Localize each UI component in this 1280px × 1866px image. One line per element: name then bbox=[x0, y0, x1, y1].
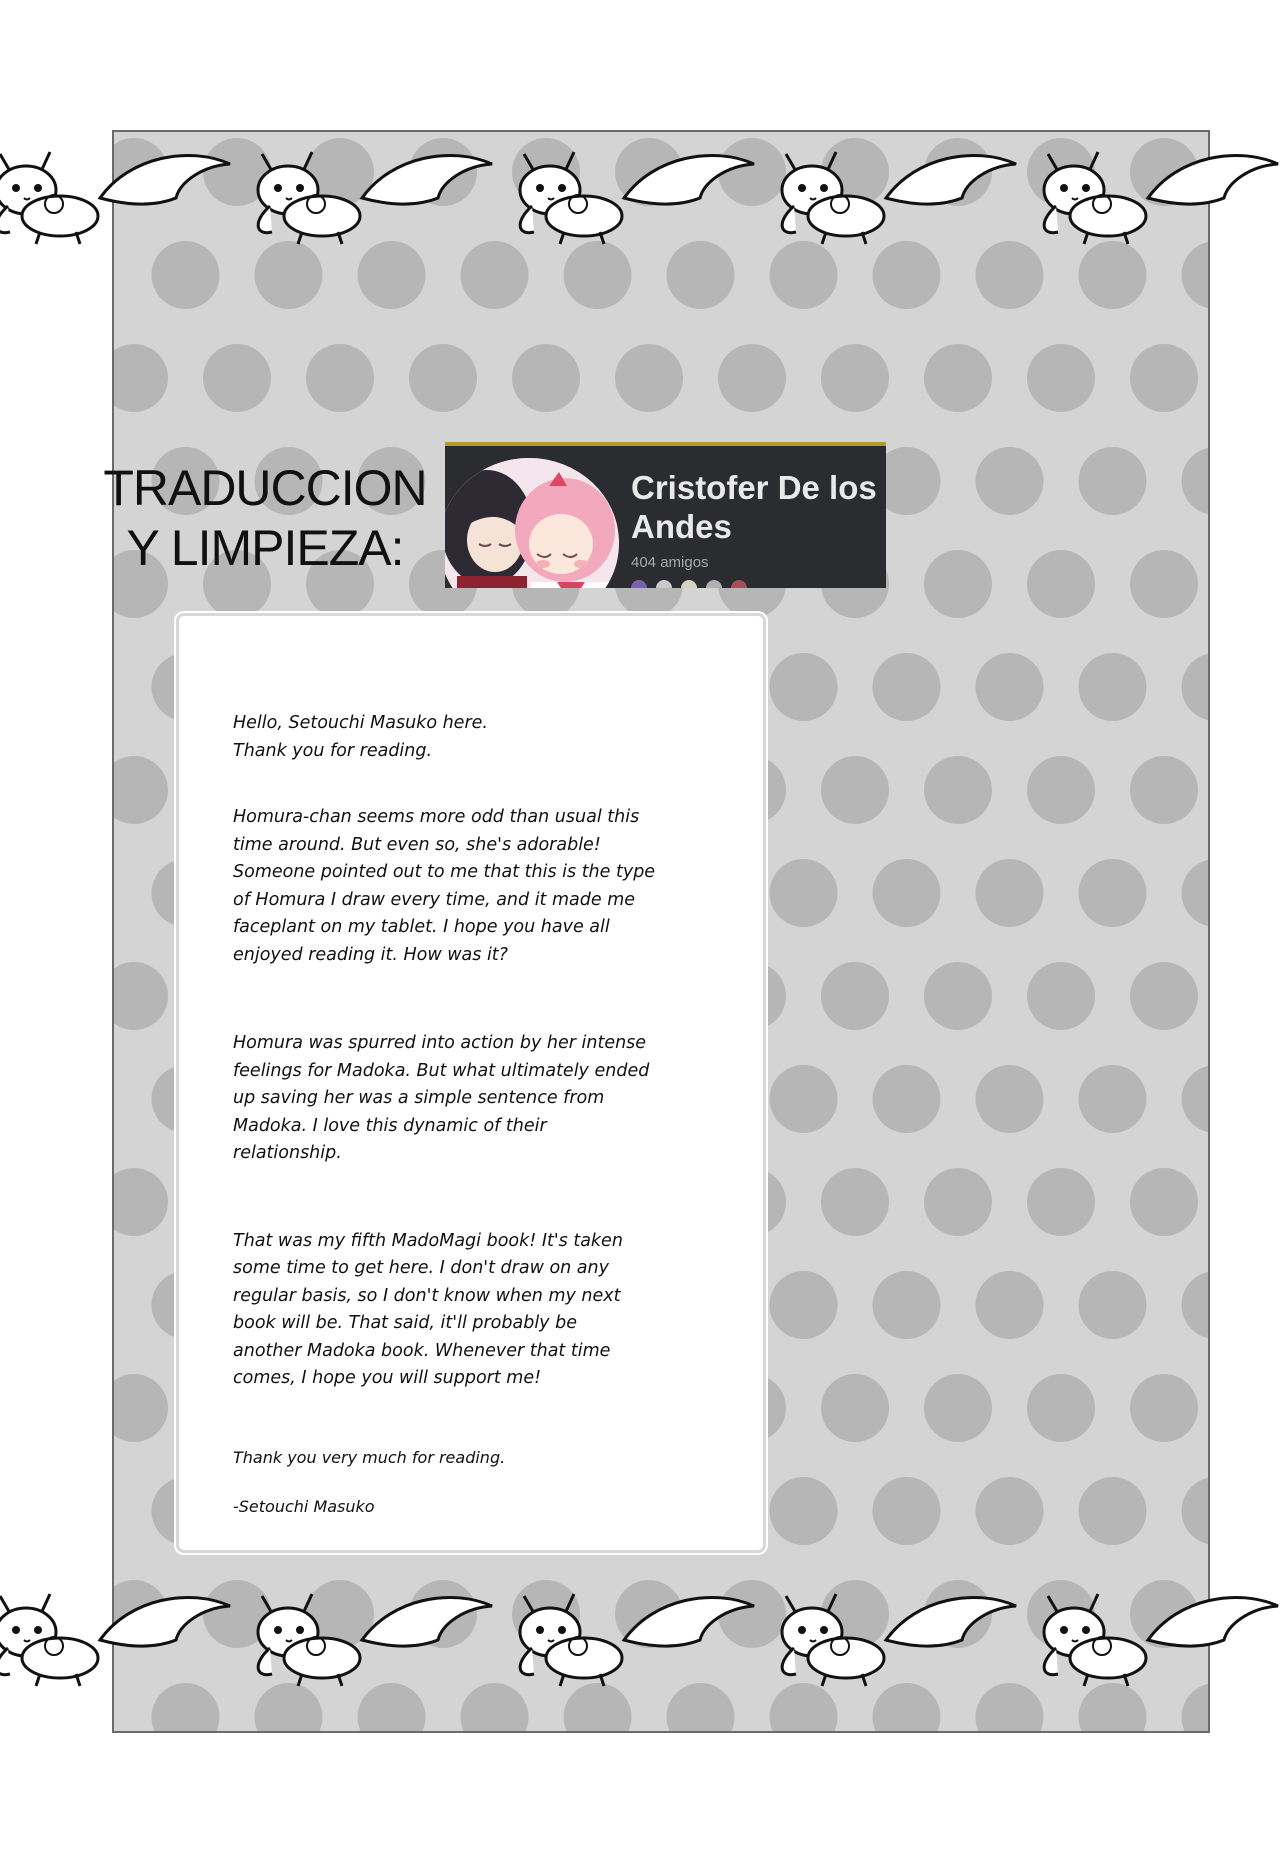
kyubey-mascot-icon bbox=[1044, 1594, 1278, 1686]
polka-dot bbox=[924, 344, 992, 412]
afterword-letter bbox=[176, 613, 766, 1553]
polka-dot bbox=[924, 756, 992, 824]
polka-dot bbox=[1079, 653, 1147, 721]
polka-dot bbox=[821, 344, 889, 412]
polka-dot bbox=[255, 1683, 323, 1731]
profile-card-accent bbox=[445, 442, 886, 446]
polka-dot bbox=[821, 1374, 889, 1442]
profile-name[interactable]: Cristofer De los Andes bbox=[631, 469, 877, 545]
polka-dot bbox=[718, 344, 786, 412]
polka-dot bbox=[1027, 550, 1095, 618]
polka-dot bbox=[976, 1683, 1044, 1731]
polka-dot bbox=[409, 344, 477, 412]
polka-dot bbox=[114, 1168, 168, 1236]
letter-closing: Thank you very much for reading. bbox=[233, 1447, 506, 1467]
polka-dot bbox=[924, 962, 992, 1030]
polka-dot bbox=[1079, 859, 1147, 927]
polka-dot bbox=[873, 1683, 941, 1731]
polka-dot bbox=[615, 344, 683, 412]
polka-dot bbox=[1079, 241, 1147, 309]
polka-dot bbox=[1079, 1065, 1147, 1133]
kyubey-mascot-icon bbox=[782, 1594, 1016, 1686]
friend-avatar bbox=[681, 580, 697, 588]
polka-dot bbox=[821, 756, 889, 824]
letter-paragraph-3: That was my fifth MadoMagi book! It's taken some time to get here. I don't draw on any regular basis, so I don't know when my next book will be. That said, it'll probably be another Madoka book. Whenever that time comes, I hope you will support me! bbox=[233, 1230, 623, 1388]
polka-dot bbox=[873, 1477, 941, 1545]
polka-dot bbox=[1027, 344, 1095, 412]
friend-avatar bbox=[731, 580, 747, 588]
polka-dot bbox=[976, 653, 1044, 721]
letter-greeting: Hello, Setouchi Masuko here. Thank you for reading. bbox=[233, 713, 488, 761]
polka-dot bbox=[1182, 653, 1209, 721]
polka-dot bbox=[873, 1271, 941, 1339]
mascot-border-top bbox=[0, 136, 1280, 246]
kyubey-mascot-icon bbox=[520, 1594, 754, 1686]
friend-avatar bbox=[656, 580, 672, 588]
polka-dot bbox=[976, 1271, 1044, 1339]
polka-dot bbox=[1079, 1271, 1147, 1339]
kyubey-mascot-icon bbox=[258, 1594, 492, 1686]
kyubey-mascot-icon bbox=[0, 152, 230, 244]
kyubey-mascot-icon bbox=[0, 1594, 230, 1686]
polka-dot bbox=[1182, 241, 1209, 309]
polka-dot bbox=[770, 1065, 838, 1133]
polka-dot bbox=[976, 859, 1044, 927]
polka-dot bbox=[1079, 1477, 1147, 1545]
polka-dot bbox=[1130, 344, 1198, 412]
credits-label bbox=[100, 458, 430, 578]
letter-signature: -Setouchi Masuko bbox=[233, 1497, 375, 1516]
polka-dot bbox=[358, 241, 426, 309]
friend-avatar bbox=[706, 580, 722, 588]
polka-dot bbox=[1182, 1065, 1209, 1133]
polka-dot bbox=[1130, 756, 1198, 824]
polka-dot bbox=[152, 241, 220, 309]
kyubey-mascot-icon bbox=[520, 152, 754, 244]
polka-dot bbox=[924, 1168, 992, 1236]
polka-dot bbox=[564, 241, 632, 309]
polka-dot bbox=[461, 1683, 529, 1731]
anime-avatar-icon bbox=[445, 458, 619, 588]
polka-dot bbox=[1027, 756, 1095, 824]
polka-dot bbox=[1182, 447, 1209, 515]
polka-dot bbox=[770, 241, 838, 309]
polka-dot bbox=[1027, 1374, 1095, 1442]
polka-dot bbox=[976, 1477, 1044, 1545]
polka-dot bbox=[1079, 1683, 1147, 1731]
polka-dot bbox=[152, 1683, 220, 1731]
polka-dot bbox=[770, 653, 838, 721]
polka-dot bbox=[114, 1374, 168, 1442]
polka-dot bbox=[512, 344, 580, 412]
polka-dot bbox=[770, 1477, 838, 1545]
polka-dot bbox=[924, 550, 992, 618]
profile-friends-count[interactable]: 404 amigos bbox=[631, 554, 709, 571]
polka-dot bbox=[255, 241, 323, 309]
polka-dot bbox=[770, 1271, 838, 1339]
letter-paragraph-1: Homura-chan seems more odd than usual this time around. But even so, she's adorable! Someone pointed out to me that this is the type of Homura I draw every time, and it made me faceplant on my tablet. I hope you have all enjoyed reading it. How was it? bbox=[233, 807, 656, 965]
friend-avatars-row bbox=[631, 580, 751, 588]
polka-dot bbox=[203, 344, 271, 412]
polka-dot bbox=[770, 859, 838, 927]
polka-dot bbox=[1182, 859, 1209, 927]
polka-dot bbox=[1130, 962, 1198, 1030]
polka-dot bbox=[667, 241, 735, 309]
polka-dot bbox=[564, 1683, 632, 1731]
polka-dot bbox=[1182, 1477, 1209, 1545]
polka-dot bbox=[1130, 1168, 1198, 1236]
polka-dot bbox=[873, 241, 941, 309]
polka-dot bbox=[114, 756, 168, 824]
profile-card[interactable] bbox=[445, 442, 886, 588]
polka-dot bbox=[1079, 447, 1147, 515]
polka-dot bbox=[976, 241, 1044, 309]
kyubey-mascot-icon bbox=[1044, 152, 1278, 244]
kyubey-mascot-icon bbox=[782, 152, 1016, 244]
polka-dot bbox=[1027, 962, 1095, 1030]
polka-dot bbox=[1027, 1168, 1095, 1236]
polka-dot bbox=[976, 447, 1044, 515]
kyubey-mascot-icon bbox=[258, 152, 492, 244]
polka-dot bbox=[306, 344, 374, 412]
letter-paragraph-2: Homura was spurred into action by her intense feelings for Madoka. But what ultimately ended up saving her was a simple sentence from Madoka. I love this dynamic of their relationship. bbox=[233, 1033, 650, 1163]
mascot-border-bottom bbox=[0, 1578, 1280, 1688]
polka-dot bbox=[976, 1065, 1044, 1133]
polka-dot bbox=[358, 1683, 426, 1731]
friend-avatar bbox=[631, 580, 647, 588]
polka-dot bbox=[1182, 1683, 1209, 1731]
polka-dot bbox=[1182, 1271, 1209, 1339]
polka-dot bbox=[114, 962, 168, 1030]
polka-dot bbox=[114, 344, 168, 412]
polka-dot bbox=[873, 653, 941, 721]
polka-dot bbox=[873, 1065, 941, 1133]
credits-label-text: TRADUCCION Y LIMPIEZA: bbox=[103, 460, 427, 576]
polka-dot bbox=[461, 241, 529, 309]
polka-dot bbox=[873, 859, 941, 927]
letter-body bbox=[233, 710, 743, 1521]
polka-dot bbox=[770, 1683, 838, 1731]
polka-dot bbox=[1130, 1374, 1198, 1442]
polka-dot bbox=[924, 1374, 992, 1442]
polka-dot bbox=[821, 962, 889, 1030]
polka-dot bbox=[667, 1683, 735, 1731]
polka-dot bbox=[821, 1168, 889, 1236]
polka-dot bbox=[1130, 550, 1198, 618]
